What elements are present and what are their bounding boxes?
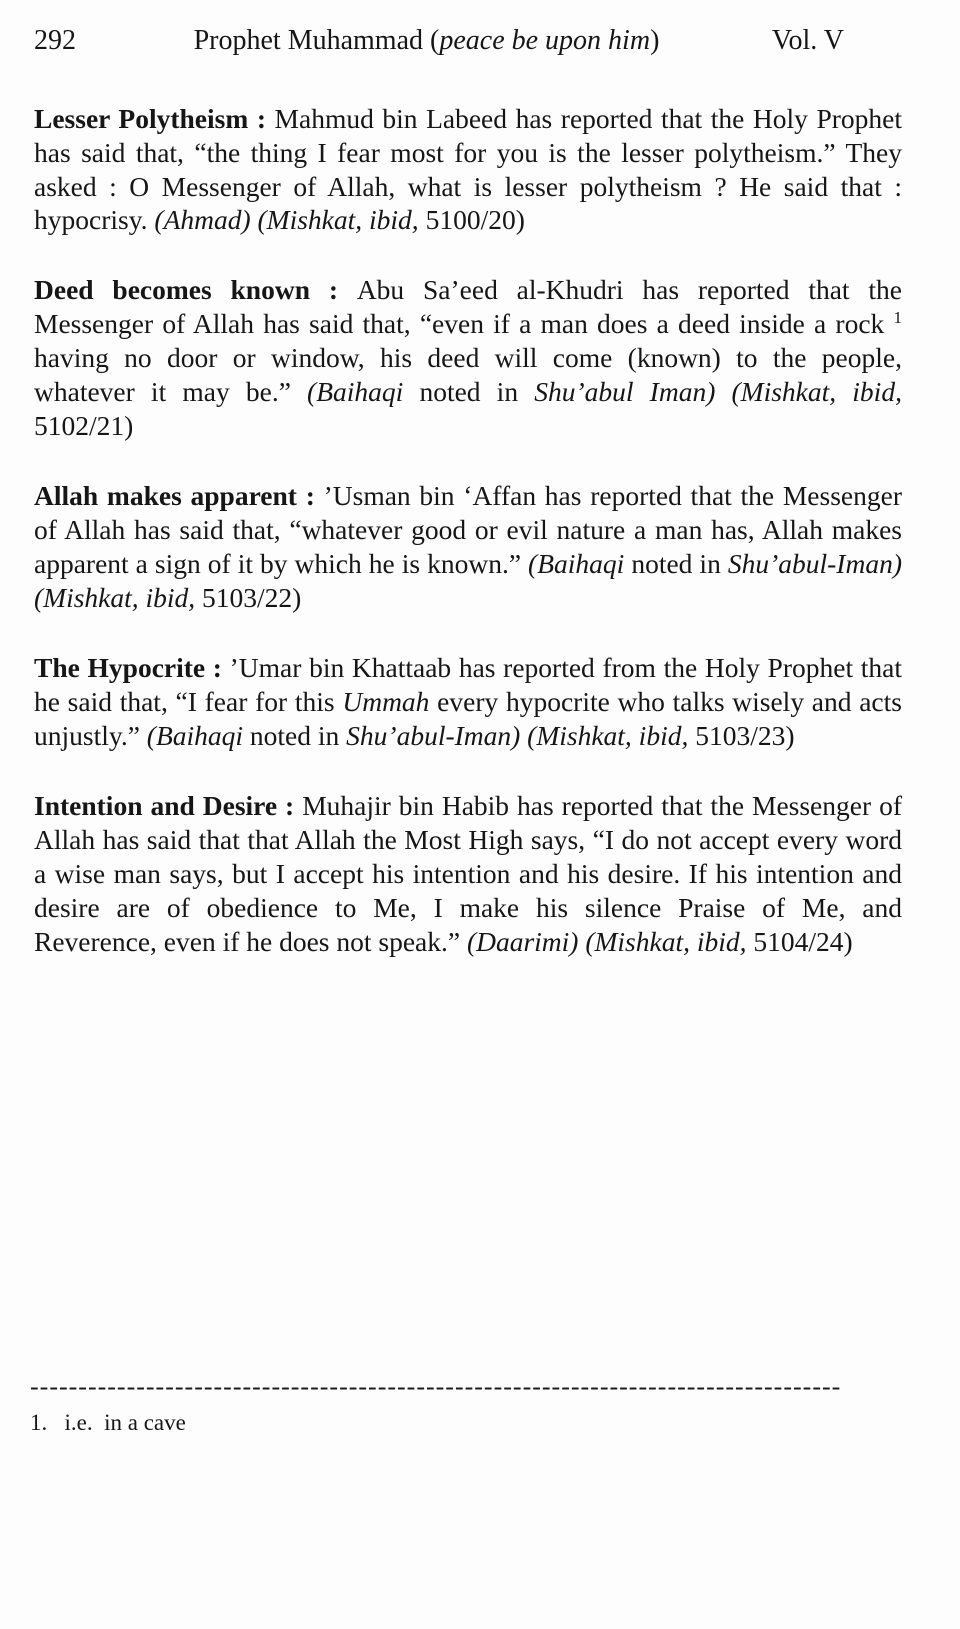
footnote: [30, 1372, 902, 1436]
footnote-separator: ------------------------------------------------------------------------------------: [30, 1372, 842, 1401]
paragraph-lesser-polytheism: Lesser Polytheism : Mahmud bin Labeed has reported that the Holy Prophet has said that, “the thing I fear most for you is the lesser polytheism.” They asked : O Messenger of Allah, what is lesser polytheism ? He said that : hypocrisy. (Ahmad) (Mishkat, ibid, 5100/20): [34, 102, 903, 236]
footnote-text: 1. i.e. in a cave: [30, 1410, 186, 1435]
page-body: [34, 102, 902, 959]
page-number: 292: [34, 25, 76, 56]
paragraph-intention-and-desire: Intention and Desire : Muhajir bin Habib has reported that the Messenger of Allah has said that that Allah the Most High says, “I do not accept every word a wise man says, but I accept his intention and his desire. If his intention and desire are of obedience to Me, I make his silence Praise of Me, and Reverence, even if he does not speak.” (Daarimi) (Mishkat, ibid, 5104/24): [34, 789, 902, 957]
paragraph-the-hypocrite: The Hypocrite : ’Umar bin Khattaab has reported from the Holy Prophet that he said that, “I fear for this Ummah every hypocrite who talks wisely and acts unjustly.” (Baihaqi noted in Shu’abul-Iman) (Mishkat, ibid, 5103/23): [34, 651, 903, 751]
volume-label: Vol. V: [771, 25, 844, 56]
paragraph-deed-becomes-known: Deed becomes known : Abu Sa’eed al-Khudri has reported that the Messenger of Allah has said that, “even if a man does a deed inside a rock $^1$ having no door or window, his deed will come (known) to the people, whatever it may be.” (Baihaqi noted in Shu’abul Iman) (Mishkat, ibid, 5102/21): [34, 274, 902, 442]
paragraph-allah-makes-apparent: Allah makes apparent : ’Usman bin ‘Affan has reported that the Messenger of Allah has said that, “whatever good or evil nature a man has, Allah makes apparent a sign of it by which he is known.” (Baihaqi noted in Shu’abul-Iman) (Mishkat, ibid, 5103/22): [34, 480, 902, 614]
page-header: [34, 24, 902, 58]
book-title: Prophet Muhammad (peace be upon him): [193, 25, 660, 56]
